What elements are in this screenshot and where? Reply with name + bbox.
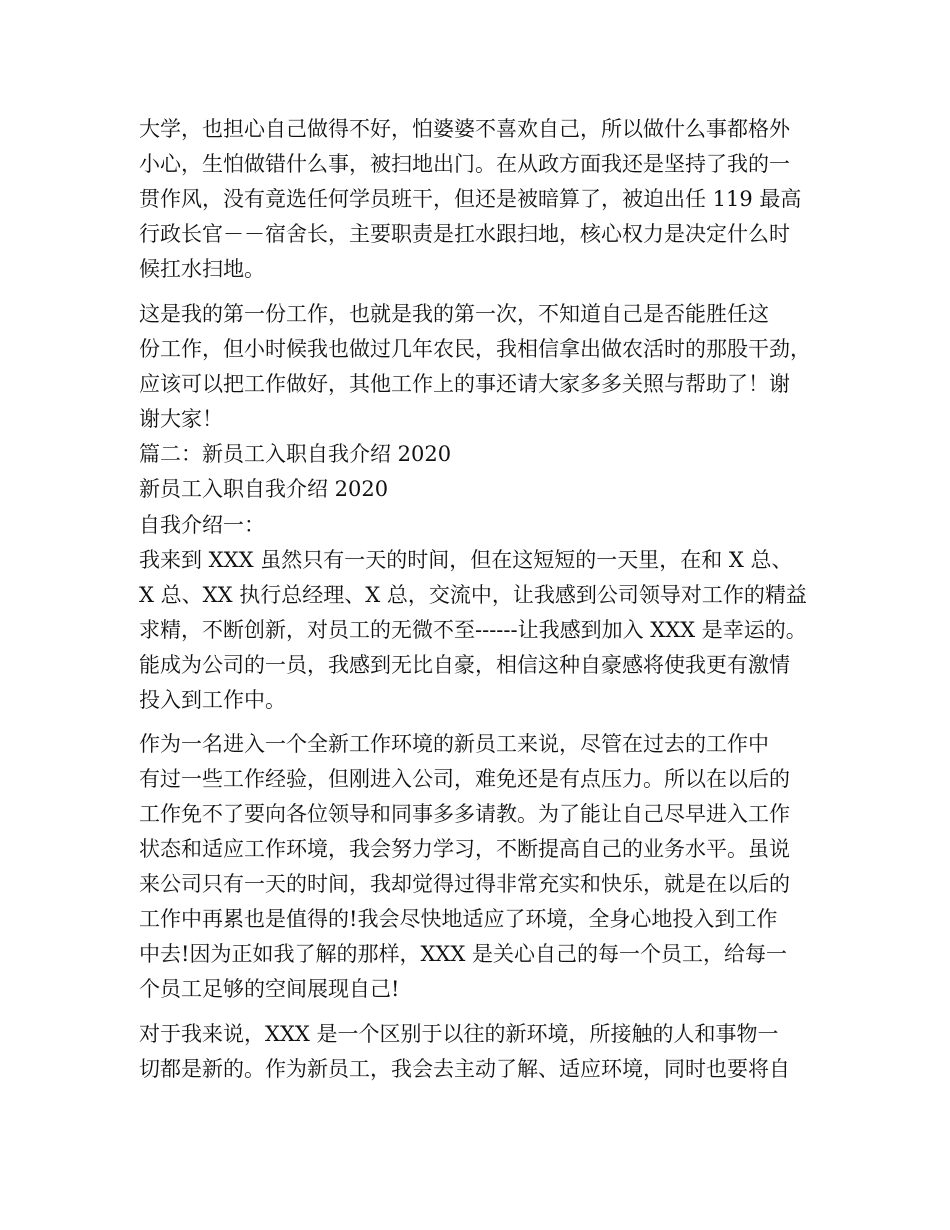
text-line: 贯作风，没有竟选任何学员班干，但还是被暗算了，被迫出任 119 最高 bbox=[139, 187, 802, 211]
text-line: 份工作，但小时候我也做过几年农民，我相信拿出做农活时的那股干劲， bbox=[139, 337, 811, 361]
text-line: 这是我的第一份工作，也就是我的第一次，不知道自己是否能胜任这 bbox=[139, 302, 769, 326]
text-line: 切都是新的。作为新员工，我会去主动了解、适应环境，同时也要将自 bbox=[139, 1057, 790, 1081]
text-line: 求精，不断创新，对员工的无微不至------让我感到加入 XXX 是幸运的。 bbox=[139, 618, 807, 642]
text-line: 应该可以把工作做好，其他工作上的事还请大家多多关照与帮助了！谢 bbox=[139, 372, 790, 396]
text-line: X 总、XX 执行总经理、X 总，交流中，让我感到公司领导对工作的精益 bbox=[139, 583, 807, 607]
text-line: 作为一名进入一个全新工作环境的新员工来说，尽管在过去的工作中 bbox=[139, 732, 769, 756]
text-line: 能成为公司的一员，我感到无比自豪，相信这种自豪感将使我更有激情 bbox=[139, 653, 790, 677]
text-line: 来公司只有一天的时间，我却觉得过得非常充实和快乐，就是在以后的 bbox=[139, 872, 790, 896]
text-line: 工作免不了要向各位领导和同事多多请教。为了能让自己尽早进入工作 bbox=[139, 802, 790, 826]
document-title: 新员工入职自我介绍 2020 bbox=[139, 477, 389, 501]
text-line: 我来到 XXX 虽然只有一天的时间，但在这短短的一天里，在和 X 总、 bbox=[139, 548, 793, 572]
text-line: 状态和适应工作环境，我会努力学习，不断提高自己的业务水平。虽说 bbox=[139, 837, 790, 861]
section-heading: 篇二：新员工入职自我介绍 2020 bbox=[139, 442, 452, 466]
text-line: 对于我来说，XXX 是一个区别于以往的新环境，所接触的人和事物一 bbox=[139, 1022, 779, 1046]
text-line: 中去!因为正如我了解的那样，XXX 是关心自己的每一个员工，给每一 bbox=[139, 942, 787, 966]
text-line: 行政长官－－宿舍长，主要职责是扛水跟扫地，核心权力是决定什么时 bbox=[139, 222, 790, 246]
text-line: 个员工足够的空间展现自己! bbox=[139, 977, 400, 1001]
text-line: 有过一些工作经验，但刚进入公司，难免还是有点压力。所以在以后的 bbox=[139, 767, 790, 791]
text-line: 谢大家！ bbox=[139, 407, 223, 431]
text-line: 工作中再累也是值得的!我会尽快地适应了环境，全身心地投入到工作 bbox=[139, 907, 778, 931]
subsection-heading: 自我介绍一： bbox=[139, 513, 265, 537]
text-line: 候扛水扫地。 bbox=[139, 257, 265, 281]
text-line: 小心，生怕做错什么事，被扫地出门。在从政方面我还是坚持了我的一 bbox=[139, 152, 790, 176]
text-line: 大学，也担心自己做得不好，怕婆婆不喜欢自己，所以做什么事都格外 bbox=[139, 117, 790, 141]
text-line: 投入到工作中。 bbox=[139, 688, 286, 712]
